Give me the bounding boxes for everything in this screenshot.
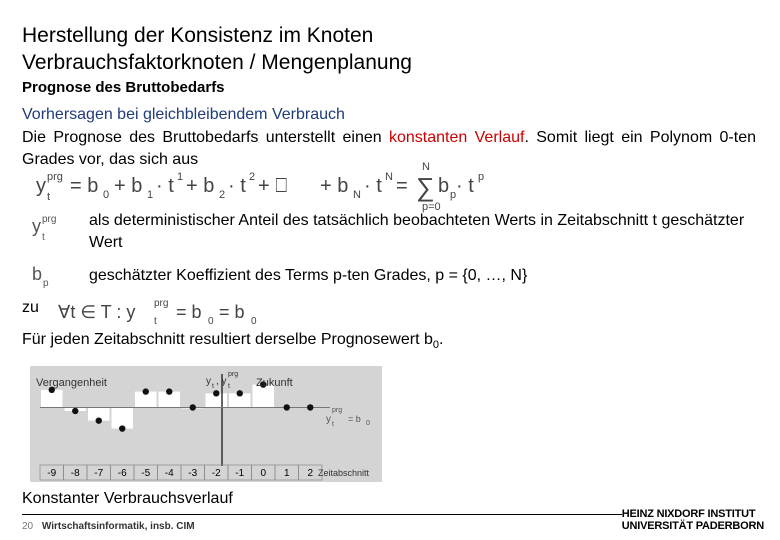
x-axis-label: Zeitabschnitt: [318, 468, 370, 478]
title-line-2: Verbrauchsfaktorknoten / Mengenplanung: [22, 51, 412, 74]
x-tick-label: 0: [260, 468, 267, 479]
svg-text:t: t: [154, 316, 157, 327]
forecast-chart: [30, 366, 382, 482]
result-end: .: [439, 331, 444, 348]
svg-text:+ ⎕: + ⎕: [258, 175, 288, 197]
x-tick-label: 2: [307, 468, 314, 479]
svg-text:0: 0: [366, 420, 370, 427]
svg-text:· t: · t: [156, 175, 174, 197]
region-past-label: Vergangenheit: [36, 377, 107, 389]
x-tick-label: -2: [211, 468, 221, 479]
svg-text:∑: ∑: [416, 172, 435, 202]
result-sentence: [22, 331, 443, 349]
data-point: [119, 425, 125, 431]
svg-text:1: 1: [147, 189, 154, 201]
svg-text:2: 2: [249, 171, 256, 183]
svg-text:p: p: [43, 278, 49, 289]
svg-text:1: 1: [177, 171, 184, 183]
svg-text:, y: , y: [216, 376, 227, 387]
svg-text:t: t: [332, 421, 334, 428]
svg-text:p=0: p=0: [422, 201, 441, 213]
x-tick-label: -3: [188, 468, 198, 479]
svg-text:· t: · t: [364, 175, 382, 197]
svg-text:N: N: [422, 161, 430, 173]
page-number: 20: [22, 521, 34, 532]
svg-text:prg: prg: [154, 298, 169, 309]
svg-text:0: 0: [208, 316, 214, 327]
ytprg-symbol: [30, 210, 80, 244]
result-text: Für jeden Zeitabschnitt resultiert derselbe Prognosewert b: [22, 331, 433, 348]
section-heading: Vorhersagen bei gleichbleibendem Verbrauch: [22, 106, 345, 123]
svg-text:t: t: [47, 191, 51, 203]
data-point: [237, 390, 243, 396]
definition-text-1: als deterministischer Anteil des tatsächlich beobachteten Werts in Zeitabschnitt t geschätzter Wert: [89, 212, 745, 251]
institute-logo: [622, 508, 764, 532]
x-tick-label: -8: [70, 468, 80, 479]
region-future-label: Zukunft: [256, 377, 293, 389]
logo-line-1: HEINZ NIXDORF INSTITUT: [621, 508, 756, 520]
paragraph-highlight: konstanten Verlauf: [389, 129, 525, 146]
svg-text:p: p: [478, 171, 485, 183]
paragraph-before: Die Prognose des Bruttobedarfs unterstellt einen: [22, 129, 389, 146]
definition-text-2: geschätzter Koeffizient des Terms p-ten Grades, p = {0, …, N}: [89, 267, 528, 284]
svg-text:prg: prg: [47, 171, 63, 183]
definition-symbol-bp: [30, 262, 90, 297]
svg-text:+ b: + b: [186, 175, 215, 197]
svg-text:b: b: [32, 264, 43, 284]
svg-text:= b: = b: [70, 175, 99, 197]
svg-text:+ b: + b: [114, 175, 143, 197]
svg-text:y: y: [326, 414, 331, 425]
footer-divider: [22, 514, 622, 515]
svg-text:t: t: [212, 383, 214, 390]
svg-text:= b: = b: [348, 414, 361, 424]
data-point: [143, 388, 149, 394]
data-point: [72, 408, 78, 414]
forecast-point: [307, 404, 313, 410]
svg-text:y: y: [32, 216, 41, 236]
svg-text:· t: · t: [456, 175, 474, 197]
subtitle: Prognose des Bruttobedarfs: [22, 79, 225, 96]
x-tick-label: -6: [117, 468, 127, 479]
paragraph-after: . Somit liegt ein Polynom 0-ten Grades vor, das sich aus: [22, 129, 756, 168]
svg-text:0: 0: [251, 316, 257, 327]
svg-text:t: t: [228, 383, 230, 390]
slide-title: [22, 22, 412, 76]
x-tick-label: -4: [164, 468, 174, 479]
x-tick-label: -1: [235, 468, 245, 479]
x-tick-label: -7: [94, 468, 104, 479]
data-point: [213, 390, 219, 396]
logo-line-2: UNIVERSITÄT PADERBORN: [621, 520, 764, 532]
x-tick-label: -9: [47, 468, 57, 479]
result-subscript: 0: [432, 339, 439, 351]
polynomial-formula: [30, 160, 485, 216]
svg-text:· t: · t: [228, 175, 246, 197]
svg-text:= b: = b: [219, 302, 245, 322]
x-tick-label: -5: [141, 468, 151, 479]
svg-text:= b: = b: [176, 302, 202, 322]
svg-text:prg: prg: [228, 371, 239, 378]
data-point: [190, 404, 196, 410]
svg-text:t: t: [42, 232, 45, 243]
chart-caption: Konstanter Verbrauchsverlauf: [22, 490, 233, 507]
svg-text:0: 0: [103, 189, 110, 201]
footer: [22, 521, 195, 532]
title-line-1: Herstellung der Konsistenz im Knoten: [22, 24, 374, 47]
svg-text:∀t ∈ T : y: ∀t ∈ T : y: [58, 302, 136, 322]
svg-text:b: b: [438, 175, 450, 197]
zu-label: zu: [22, 299, 39, 316]
data-point: [96, 417, 102, 423]
x-tick-label: 1: [283, 468, 290, 479]
svg-text:p: p: [450, 189, 457, 201]
svg-text:=: =: [396, 175, 408, 197]
definition-symbol-ytprg: [30, 210, 90, 251]
svg-text:N: N: [353, 189, 361, 201]
svg-text:y: y: [36, 175, 46, 197]
svg-text:prg: prg: [42, 214, 57, 225]
data-point: [166, 388, 172, 394]
svg-text:y: y: [206, 376, 211, 387]
forecast-point: [284, 404, 290, 410]
svg-text:N: N: [385, 171, 393, 183]
svg-text:2: 2: [219, 189, 226, 201]
bp-symbol: [30, 262, 70, 290]
svg-text:+ b: + b: [320, 175, 349, 197]
svg-text:prg: prg: [332, 407, 343, 414]
footer-text: Wirtschaftsinformatik, insb. CIM: [41, 521, 195, 532]
constant-forecast-formula: [56, 294, 286, 328]
